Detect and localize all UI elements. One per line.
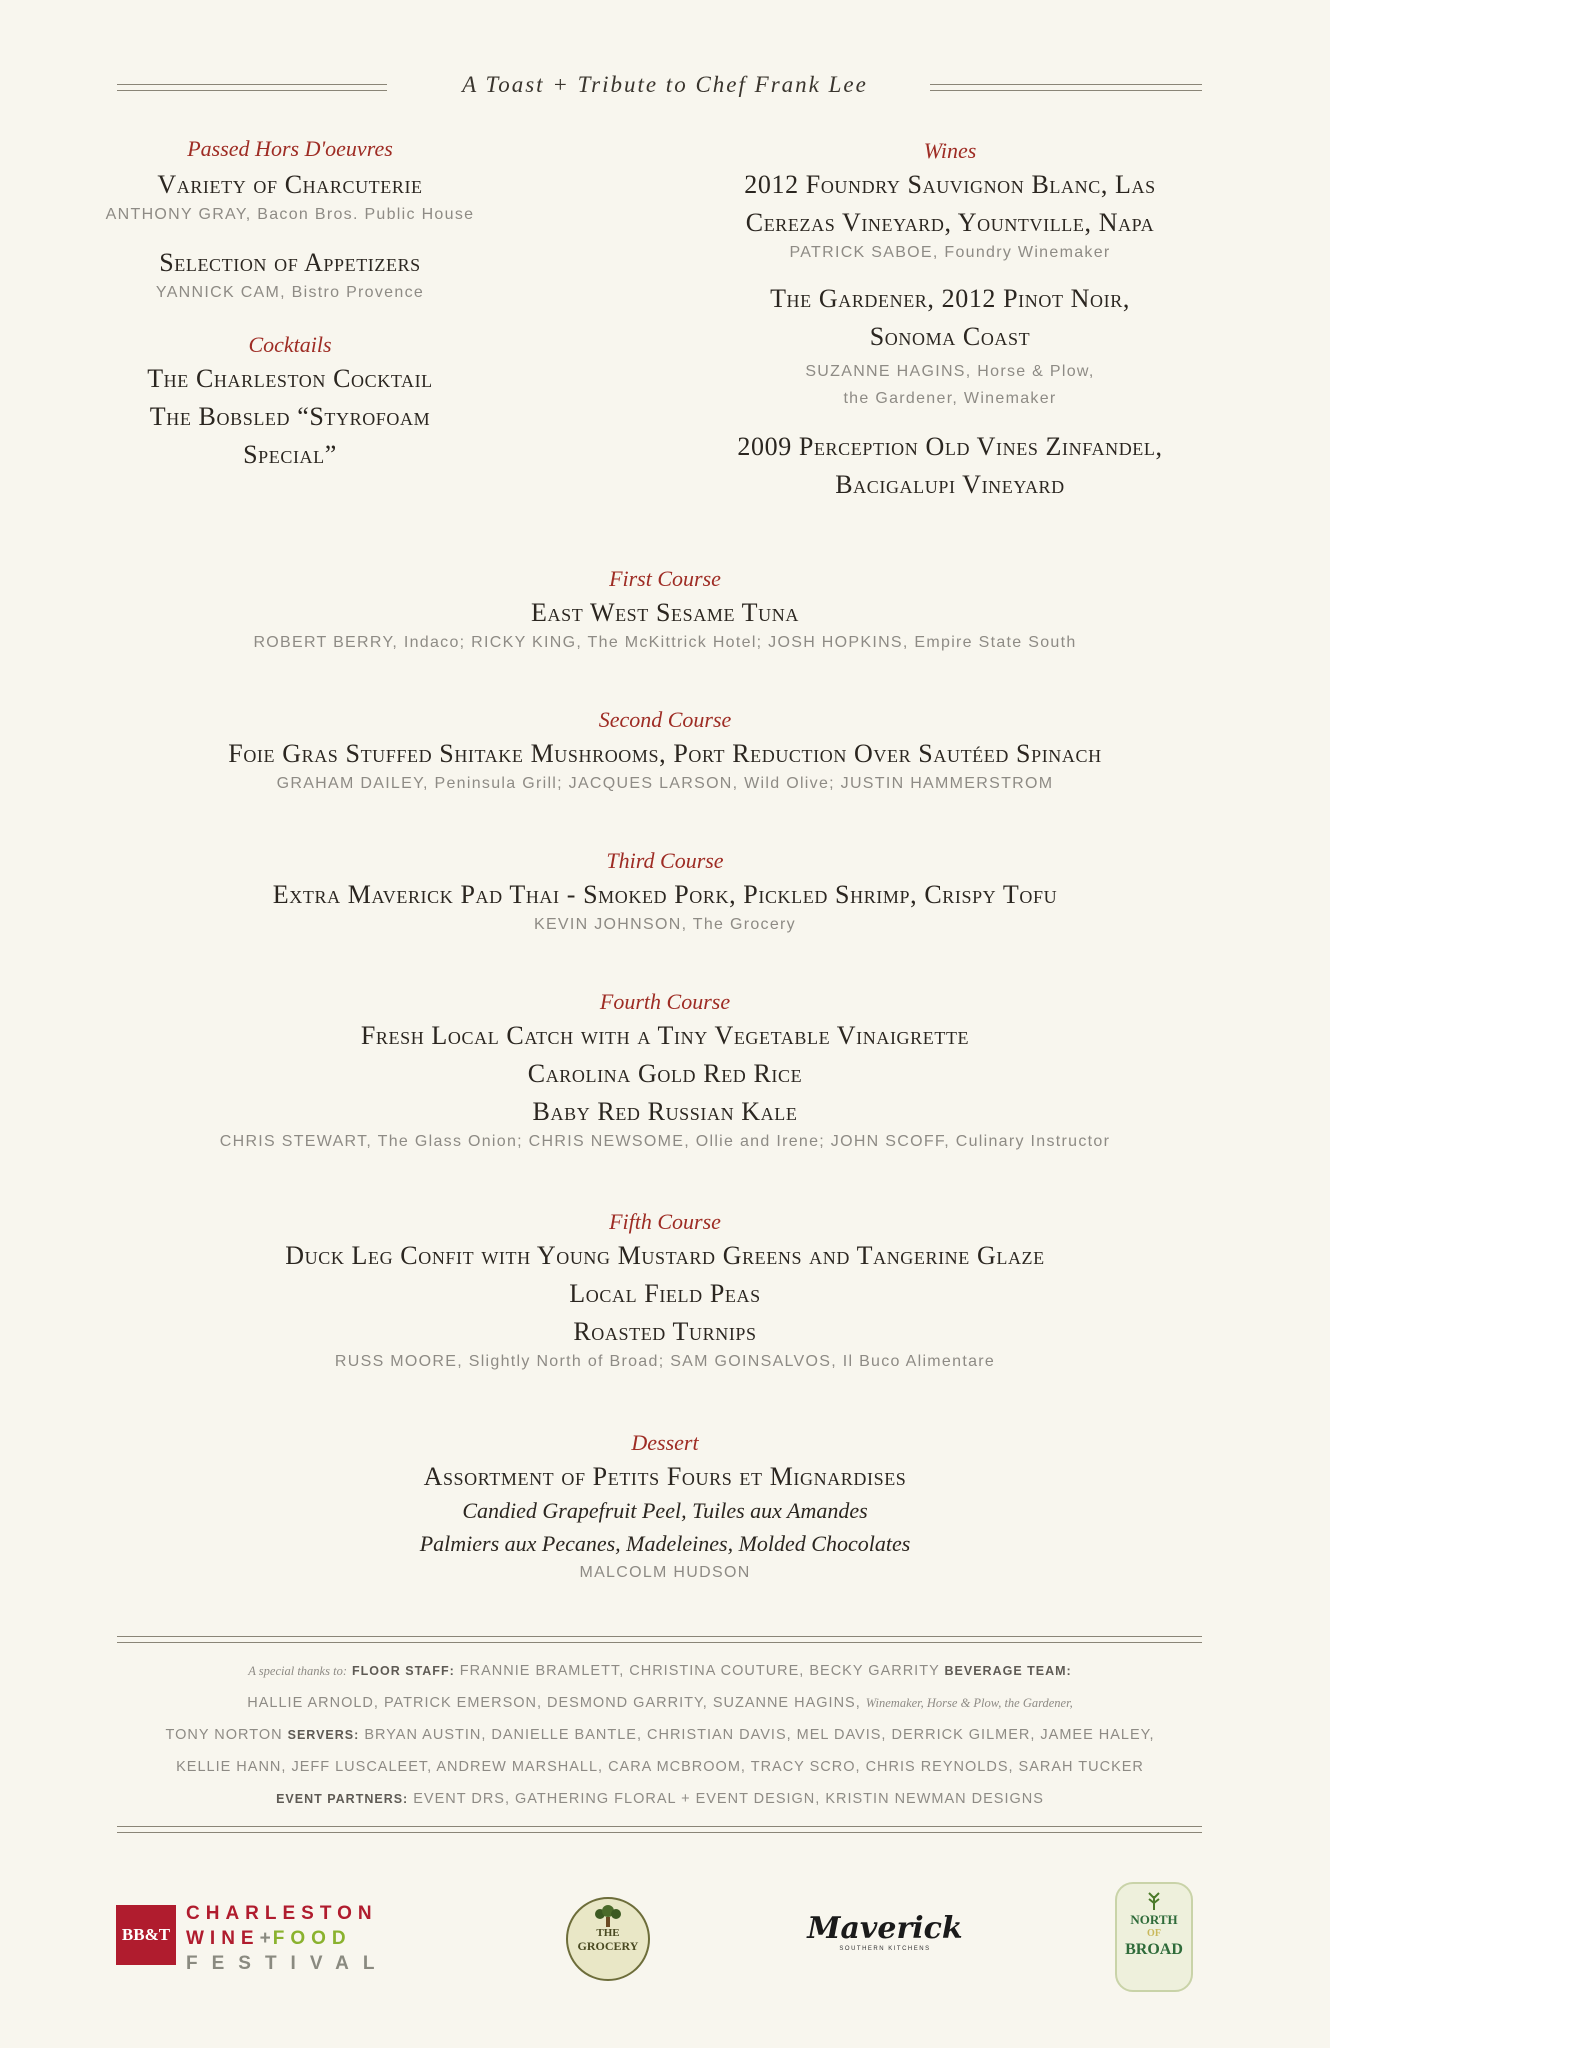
servers-names-2: KELLIE HANN, JEFF LUSCALEET, ANDREW MARSHALL, CARA MCBROOM, TRACY SCRO, CHRIS REYNOLDS, SARAH TUCKER <box>176 1759 1144 1775</box>
third-course <box>0 846 1330 936</box>
festival-logo <box>186 1901 426 1976</box>
first-course-dish: East West Sesame Tuna <box>531 598 799 627</box>
fourth-course-heading: Fourth Course <box>599 989 731 1014</box>
first-course-heading: First Course <box>609 566 721 591</box>
beverage-team-label: BEVERAGE TEAM: <box>944 1664 1072 1678</box>
floor-staff-names: FRANNIE BRAMLETT, CHRISTINA COUTURE, BECKY GARRITY <box>459 1663 940 1679</box>
fourth-course-chefs: CHRIS STEWART, The Glass Onion; CHRIS NEWSOME, Ollie and Irene; JOHN SCOFF, Culinary Instructor <box>219 1133 1111 1150</box>
thanks-rule-bottom <box>117 1826 1202 1833</box>
first-course-chefs: ROBERT BERRY, Indaco; RICKY KING, The McKittrick Hotel; JOSH HOPKINS, Empire State South <box>253 634 1077 651</box>
festival-food: FOOD <box>272 1928 352 1949</box>
third-course-heading: Third Course <box>606 848 724 873</box>
fifth-course-heading: Fifth Course <box>609 1209 721 1234</box>
servers-names-1: BRYAN AUSTIN, DANIELLE BANTLE, CHRISTIAN DAVIS, MEL DAVIS, DERRICK GILMER, JAMEE HALEY, <box>364 1727 1155 1743</box>
fourth-course-dish-1: Fresh Local Catch with a Tiny Vegetable Vinaigrette <box>360 1021 970 1050</box>
dessert-sub-1: Candied Grapefruit Peel, Tuiles aux Amandes <box>462 1498 868 1523</box>
north-of-broad-line-1: NORTH <box>1130 1912 1178 1927</box>
wine-2-maker-1: SUZANNE HAGINS, Horse & Plow, <box>805 363 1095 380</box>
left-column <box>100 134 480 474</box>
fifth-course-dish-2: Local Field Peas <box>569 1279 761 1308</box>
fourth-course-dish-2: Carolina Gold Red Rice <box>527 1059 803 1088</box>
servers-label: SERVERS: <box>287 1728 360 1742</box>
beverage-team-names-2: TONY NORTON <box>165 1727 283 1743</box>
festival-wine: WINE <box>186 1928 260 1949</box>
bbt-logo <box>116 1905 176 1965</box>
third-course-dish: Extra Maverick Pad Thai - Smoked Pork, Pickled Shrimp, Crispy Tofu <box>272 880 1058 909</box>
first-course <box>0 564 1330 654</box>
second-course-dish: Foie Gras Stuffed Shitake Mushrooms, Port Reduction Over Sautéed Spinach <box>228 739 1102 768</box>
bbt-logo-text: BB&T <box>121 1925 171 1944</box>
maverick-logo-sub: SOUTHERN KITCHENS <box>839 1946 931 1952</box>
festival-line-1: CHARLESTON <box>186 1903 378 1924</box>
dessert-chef: MALCOLM HUDSON <box>579 1564 751 1581</box>
cocktail-1: The Charleston Cocktail <box>147 364 433 393</box>
event-partners-label: EVENT PARTNERS: <box>276 1792 409 1806</box>
fifth-course-chefs: RUSS MOORE, Slightly North of Broad; SAM GOINSALVOS, Il Buco Alimentare <box>334 1353 996 1370</box>
second-course-chefs: GRAHAM DAILEY, Peninsula Grill; JACQUES LARSON, Wild Olive; JUSTIN HAMMERSTROM <box>276 775 1054 792</box>
thanks-line-5 <box>100 1783 1220 1815</box>
dessert-sub-2: Palmiers aux Pecanes, Madeleines, Molded Chocolates <box>419 1531 911 1556</box>
dessert-heading: Dessert <box>631 1430 699 1455</box>
second-course-heading: Second Course <box>598 707 732 732</box>
cocktails-heading: Cocktails <box>248 332 332 357</box>
hors-chef-1: ANTHONY GRAY, Bacon Bros. Public House <box>105 206 475 223</box>
maverick-logo <box>800 1912 970 1952</box>
festival-line-2 <box>186 1926 426 1951</box>
thanks-line-2 <box>100 1687 1220 1719</box>
dessert-dish: Assortment of Petits Fours et Mignardises <box>423 1462 907 1491</box>
hors-dish-1: Variety of Charcuterie <box>157 170 423 199</box>
grocery-logo-name: GROCERY <box>577 1939 639 1953</box>
festival-line-3: FESTIVAL <box>186 1953 389 1974</box>
dessert <box>0 1428 1330 1584</box>
wines-column <box>660 136 1240 504</box>
grocery-plant-icon <box>588 1905 628 1927</box>
north-of-broad-plant-icon <box>1144 1890 1164 1910</box>
beverage-team-note: Winemaker, Horse & Plow, the Gardener, <box>865 1696 1073 1710</box>
cocktail-2: The Bobsled “Styrofoam Special” <box>149 402 431 469</box>
thanks-block <box>100 1655 1220 1815</box>
hors-heading: Passed Hors D'oeuvres <box>187 136 393 161</box>
maverick-logo-text: Maverick <box>807 1911 963 1946</box>
thanks-intro: A special thanks to: <box>248 1664 347 1678</box>
wine-3-line-1: 2009 Perception Old Vines Zinfandel, <box>737 432 1163 461</box>
thanks-line-3 <box>100 1719 1220 1751</box>
grocery-logo <box>566 1897 650 1981</box>
thanks-rule-top <box>117 1636 1202 1643</box>
page-title: A Toast + Tribute to Chef Frank Lee <box>462 72 868 97</box>
second-course <box>0 705 1330 795</box>
wines-heading: Wines <box>923 138 977 163</box>
wine-2-line-2: Sonoma Coast <box>869 322 1031 351</box>
fifth-course <box>0 1207 1330 1373</box>
grocery-logo-the: THE <box>596 1927 620 1939</box>
north-of-broad-logo <box>1115 1882 1193 1992</box>
beverage-team-names: HALLIE ARNOLD, PATRICK EMERSON, DESMOND GARRITY, SUZANNE HAGINS, <box>247 1695 861 1711</box>
thanks-line-4 <box>100 1751 1220 1783</box>
wine-1-line-2: Cerezas Vineyard, Yountville, Napa <box>745 208 1155 237</box>
fourth-course <box>0 987 1330 1153</box>
wine-2-line-1: The Gardener, 2012 Pinot Noir, <box>770 284 1130 313</box>
third-course-chefs: KEVIN JOHNSON, The Grocery <box>533 916 796 933</box>
event-partners-names: EVENT DRS, GATHERING FLORAL + EVENT DESIGN, KRISTIN NEWMAN DESIGNS <box>413 1791 1044 1807</box>
thanks-line-1 <box>100 1655 1220 1687</box>
wine-2-maker-2: the Gardener, Winemaker <box>843 390 1057 407</box>
fifth-course-dish-3: Roasted Turnips <box>573 1317 757 1346</box>
fifth-course-dish-1: Duck Leg Confit with Young Mustard Greens and Tangerine Glaze <box>285 1241 1045 1270</box>
wine-3-line-2: Bacigalupi Vineyard <box>835 470 1065 499</box>
fourth-course-dish-3: Baby Red Russian Kale <box>532 1097 798 1126</box>
hors-dish-2: Selection of Appetizers <box>159 248 421 277</box>
north-of-broad-line-3: BROAD <box>1125 1941 1183 1958</box>
floor-staff-label: FLOOR STAFF: <box>352 1664 455 1678</box>
hors-chef-2: YANNICK CAM, Bistro Provence <box>155 284 425 301</box>
wine-1-maker: PATRICK SABOE, Foundry Winemaker <box>789 244 1111 261</box>
wine-1-line-1: 2012 Foundry Sauvignon Blanc, Las <box>744 170 1156 199</box>
festival-plus: + <box>259 1928 273 1949</box>
north-of-broad-line-2: OF <box>1147 1928 1161 1939</box>
